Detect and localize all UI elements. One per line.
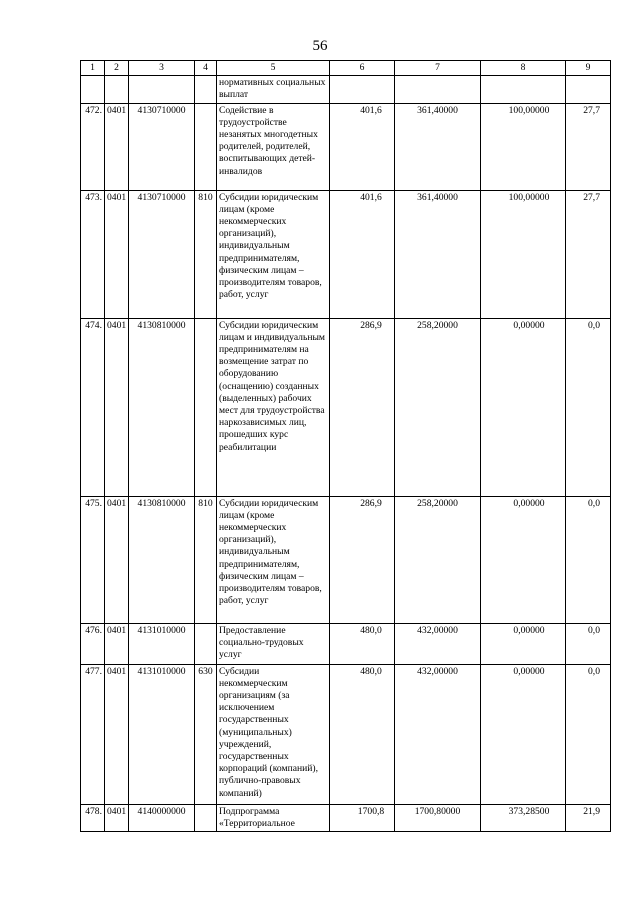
cell-section: 0401 [105,804,129,831]
cell-target: 4131010000 [129,664,195,804]
cell-value-9: 27,7 [566,190,611,318]
cell-target: 4130710000 [129,103,195,190]
header-cell: 3 [129,61,195,76]
cell-name: Подпрограмма «Территориальное [217,804,330,831]
cell-empty [330,76,395,103]
cell-section: 0401 [105,664,129,804]
cell-value-6: 401,6 [330,190,395,318]
cell-type [195,623,217,664]
cell-name: нормативных социальных выплат [217,76,330,103]
cell-value-7: 1700,80000 [395,804,481,831]
cell-empty [105,76,129,103]
cell-type: 810 [195,190,217,318]
page-number: 56 [312,38,328,54]
cell-value-6: 286,9 [330,496,395,623]
header-cell: 4 [195,61,217,76]
header-cell: 1 [81,61,105,76]
cell-empty [566,76,611,103]
cell-value-7: 258,20000 [395,318,481,496]
cell-value-7: 432,00000 [395,664,481,804]
cell-target: 4140000000 [129,804,195,831]
cell-empty [81,76,105,103]
header-cell: 6 [330,61,395,76]
cell-value-9: 0,0 [566,496,611,623]
header-cell: 8 [481,61,566,76]
table-row [81,804,611,831]
continuation-row [81,76,611,103]
cell-type [195,804,217,831]
cell-value-6: 480,0 [330,664,395,804]
header-row [81,61,611,76]
table-row [81,496,611,623]
table-row [81,318,611,496]
cell-value-8: 0,00000 [481,496,566,623]
cell-row-number: 472. [81,103,105,190]
cell-value-6: 1700,8 [330,804,395,831]
cell-name: Субсидии юридическим лицам (кроме некоммерческих организаций), индивидуальным предпринимателям, физическим лицам – производителям товаров, работ, услуг [217,496,330,623]
cell-value-8: 0,00000 [481,623,566,664]
cell-value-7: 432,00000 [395,623,481,664]
cell-value-6: 401,6 [330,103,395,190]
table-row [81,664,611,804]
cell-value-6: 480,0 [330,623,395,664]
cell-name: Субсидии юридическим лицам (кроме некоммерческих организаций), индивидуальным предпринимателям, физическим лицам – производителям товаров, работ, услуг [217,190,330,318]
table-row [81,623,611,664]
cell-value-8: 100,00000 [481,190,566,318]
cell-name: Субсидии некоммерческим организациям (за исключением государственных (муниципальных) учреждений, государственных корпораций (компаний), публично-правовых компаний) [217,664,330,804]
cell-row-number: 473. [81,190,105,318]
cell-value-9: 0,0 [566,623,611,664]
cell-value-8: 100,00000 [481,103,566,190]
cell-empty [395,76,481,103]
cell-value-7: 361,40000 [395,190,481,318]
cell-value-9: 27,7 [566,103,611,190]
cell-target: 4130810000 [129,496,195,623]
cell-value-8: 0,00000 [481,664,566,804]
cell-value-7: 361,40000 [395,103,481,190]
cell-target: 4131010000 [129,623,195,664]
cell-section: 0401 [105,623,129,664]
cell-value-8: 373,28500 [481,804,566,831]
cell-row-number: 476. [81,623,105,664]
table-row [81,103,611,190]
cell-value-9: 0,0 [566,664,611,804]
cell-row-number: 477. [81,664,105,804]
cell-name: Предоставление социально-трудовых услуг [217,623,330,664]
cell-section: 0401 [105,496,129,623]
cell-section: 0401 [105,318,129,496]
cell-empty [195,76,217,103]
budget-table [80,60,611,832]
cell-type [195,318,217,496]
cell-row-number: 474. [81,318,105,496]
cell-type [195,103,217,190]
cell-row-number: 478. [81,804,105,831]
table-row [81,190,611,318]
cell-name: Субсидии юридическим лицам и индивидуальным предпринимателям на возмещение затрат по оборудованию (оснащению) созданных (выделенных) рабочих мест для трудоустройства наркозависимых лиц, прошедших курс реабилитации [217,318,330,496]
cell-type: 810 [195,496,217,623]
cell-section: 0401 [105,190,129,318]
cell-value-6: 286,9 [330,318,395,496]
cell-target: 4130710000 [129,190,195,318]
cell-value-8: 0,00000 [481,318,566,496]
cell-value-9: 0,0 [566,318,611,496]
header-cell: 2 [105,61,129,76]
cell-value-9: 21,9 [566,804,611,831]
cell-row-number: 475. [81,496,105,623]
header-cell: 9 [566,61,611,76]
cell-empty [129,76,195,103]
header-cell: 7 [395,61,481,76]
cell-empty [481,76,566,103]
cell-section: 0401 [105,103,129,190]
cell-name: Содействие в трудоустройстве незанятых многодетных родителей, родителей, воспитывающих детей-инвалидов [217,103,330,190]
cell-value-7: 258,20000 [395,496,481,623]
header-cell: 5 [217,61,330,76]
cell-target: 4130810000 [129,318,195,496]
cell-type: 630 [195,664,217,804]
